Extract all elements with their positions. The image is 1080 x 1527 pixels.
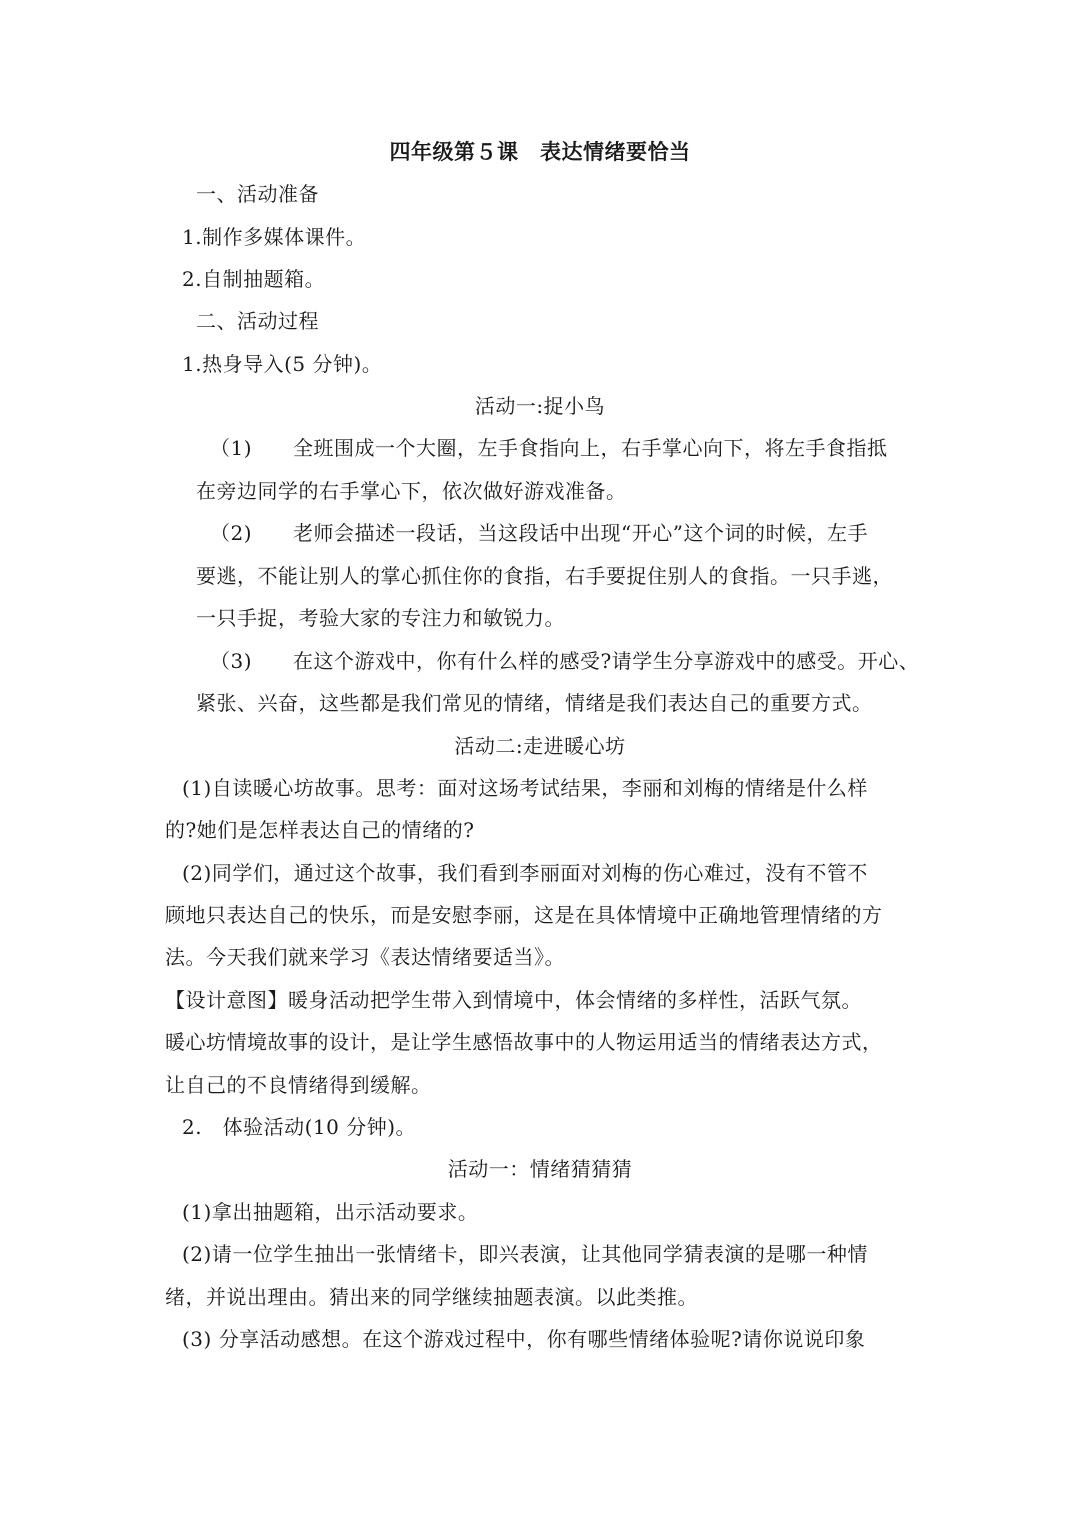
text-line: 法。今天我们就来学习《表达情绪要适当》。: [165, 945, 565, 969]
text-line: 在旁边同学的右手掌心下，依次做好游戏准备。: [196, 479, 627, 503]
text-line: 暖心坊情境故事的设计，是让学生感悟故事中的人物运用适当的情绪表达方式，: [165, 1030, 883, 1054]
text-line: (3) 分享活动感想。在这个游戏过程中，你有哪些情绪体验呢?请你说说印象: [182, 1327, 866, 1351]
text-line: 顾地只表达自己的快乐，而是安慰李丽，这是在具体情境中正确地管理情绪的方: [165, 903, 883, 927]
activity-heading: 活动一：情绪猜猜猜: [447, 1157, 633, 1181]
text-line: （3) 在这个游戏中，你有什么样的感受?请学生分享游戏中的感受。开心、: [210, 649, 920, 673]
text-line: 2.自制抽题箱。: [182, 267, 326, 291]
text-line: 1.制作多媒体课件。: [182, 225, 367, 249]
text-line: 一只手捉，考验大家的专注力和敏锐力。: [196, 606, 565, 630]
text-line: 【设计意图】暖身活动把学生带入到情境中，体会情绪的多样性，活跃气氛。: [165, 988, 862, 1012]
activity-heading: 活动一:捉小鸟: [474, 394, 606, 418]
text-line: 2. 体验活动(10 分钟)。: [182, 1115, 416, 1139]
text-line: 的?她们是怎样表达自己的情绪的?: [165, 818, 475, 842]
text-line: (1)自读暖心坊故事。思考：面对这场考试结果，李丽和刘梅的情绪是什么样: [182, 776, 868, 800]
text-line: 绪，并说出理由。猜出来的同学继续抽题表演。以此类推。: [165, 1285, 698, 1309]
text-line: (1)拿出抽题箱，出示活动要求。: [182, 1200, 479, 1224]
text-line: 让自己的不良情绪得到缓解。: [165, 1073, 432, 1097]
text-line: （2) 老师会描述一段话，当这段话中出现“开心”这个词的时候，左手: [210, 521, 868, 545]
text-line: （1) 全班围成一个大圈，左手食指向上，右手掌心向下，将左手食指抵: [210, 436, 888, 460]
text-line: (2)同学们，通过这个故事，我们看到李丽面对刘梅的伤心难过，没有不管不: [182, 861, 868, 885]
text-line: 1.热身导入(5 分钟)。: [182, 352, 383, 376]
document-title: 四年级第５课 表达情绪要恰当: [389, 139, 691, 164]
text-line: 要逃，不能让别人的掌心抓住你的食指，右手要捉住别人的食指。一只手逃，: [196, 564, 893, 588]
text-line: 紧张、兴奋，这些都是我们常见的情绪，情绪是我们表达自己的重要方式。: [196, 691, 873, 715]
text-line: (2)请一位学生抽出一张情绪卡，即兴表演，让其他同学猜表演的是哪一种情: [182, 1242, 868, 1266]
section-heading-process: 二、活动过程: [196, 309, 319, 333]
activity-heading: 活动二:走进暖心坊: [454, 734, 626, 758]
section-heading-preparation: 一、活动准备: [196, 182, 319, 206]
